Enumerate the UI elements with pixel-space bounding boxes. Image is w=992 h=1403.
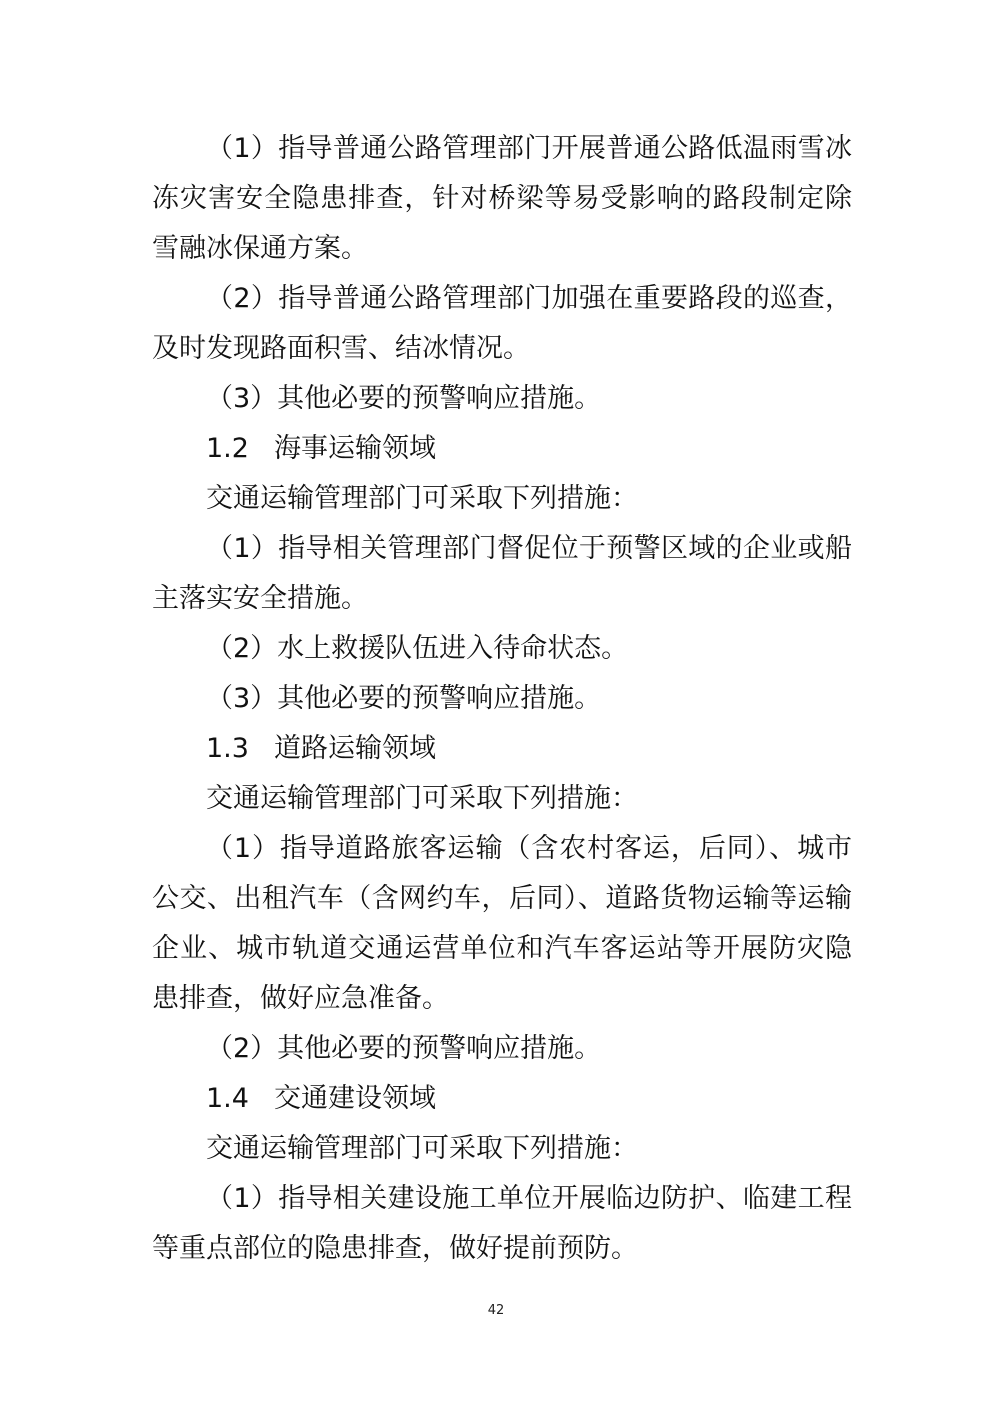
paragraph: 交通运输管理部门可采取下列措施： — [206, 1133, 638, 1164]
section-heading — [152, 1074, 852, 1124]
paragraph: （1）指导相关管理部门督促位于预警区域的企业或船主落实安全措施。 — [152, 533, 852, 614]
section-title: 海事运输领域 — [274, 433, 436, 464]
section-title: 道路运输领域 — [274, 733, 436, 764]
section-heading — [152, 724, 852, 774]
section-number: 1.2 — [206, 433, 249, 464]
paragraph: （1）指导道路旅客运输（含农村客运，后同）、城市公交、出租汽车（含网约车，后同）、道路货物运输等运输企业、城市轨道交通运营单位和汽车客运站等开展防灾隐患排查，做好应急准备。 — [152, 833, 852, 1014]
paragraph: （2）指导普通公路管理部门加强在重要路段的巡查，及时发现路面积雪、结冰情况。 — [152, 283, 852, 364]
paragraph: （1）指导普通公路管理部门开展普通公路低温雨雪冰冻灾害安全隐患排查，针对桥梁等易受影响的路段制定除雪融冰保通方案。 — [152, 133, 852, 264]
paragraph: （3）其他必要的预警响应措施。 — [206, 383, 602, 414]
section-title: 交通建设领域 — [274, 1083, 436, 1114]
paragraph: （2）其他必要的预警响应措施。 — [206, 1033, 602, 1064]
paragraph: 交通运输管理部门可采取下列措施： — [206, 783, 638, 814]
document-body — [152, 124, 852, 1274]
section-number: 1.3 — [206, 733, 249, 764]
paragraph: （1）指导相关建设施工单位开展临边防护、临建工程等重点部位的隐患排查，做好提前预防。 — [152, 1183, 852, 1264]
paragraph: 交通运输管理部门可采取下列措施： — [206, 483, 638, 514]
section-heading — [152, 424, 852, 474]
page-number: 42 — [487, 1303, 505, 1318]
paragraph: （2）水上救援队伍进入待命状态。 — [206, 633, 629, 664]
paragraph: （3）其他必要的预警响应措施。 — [206, 683, 602, 714]
section-number: 1.4 — [206, 1083, 249, 1114]
